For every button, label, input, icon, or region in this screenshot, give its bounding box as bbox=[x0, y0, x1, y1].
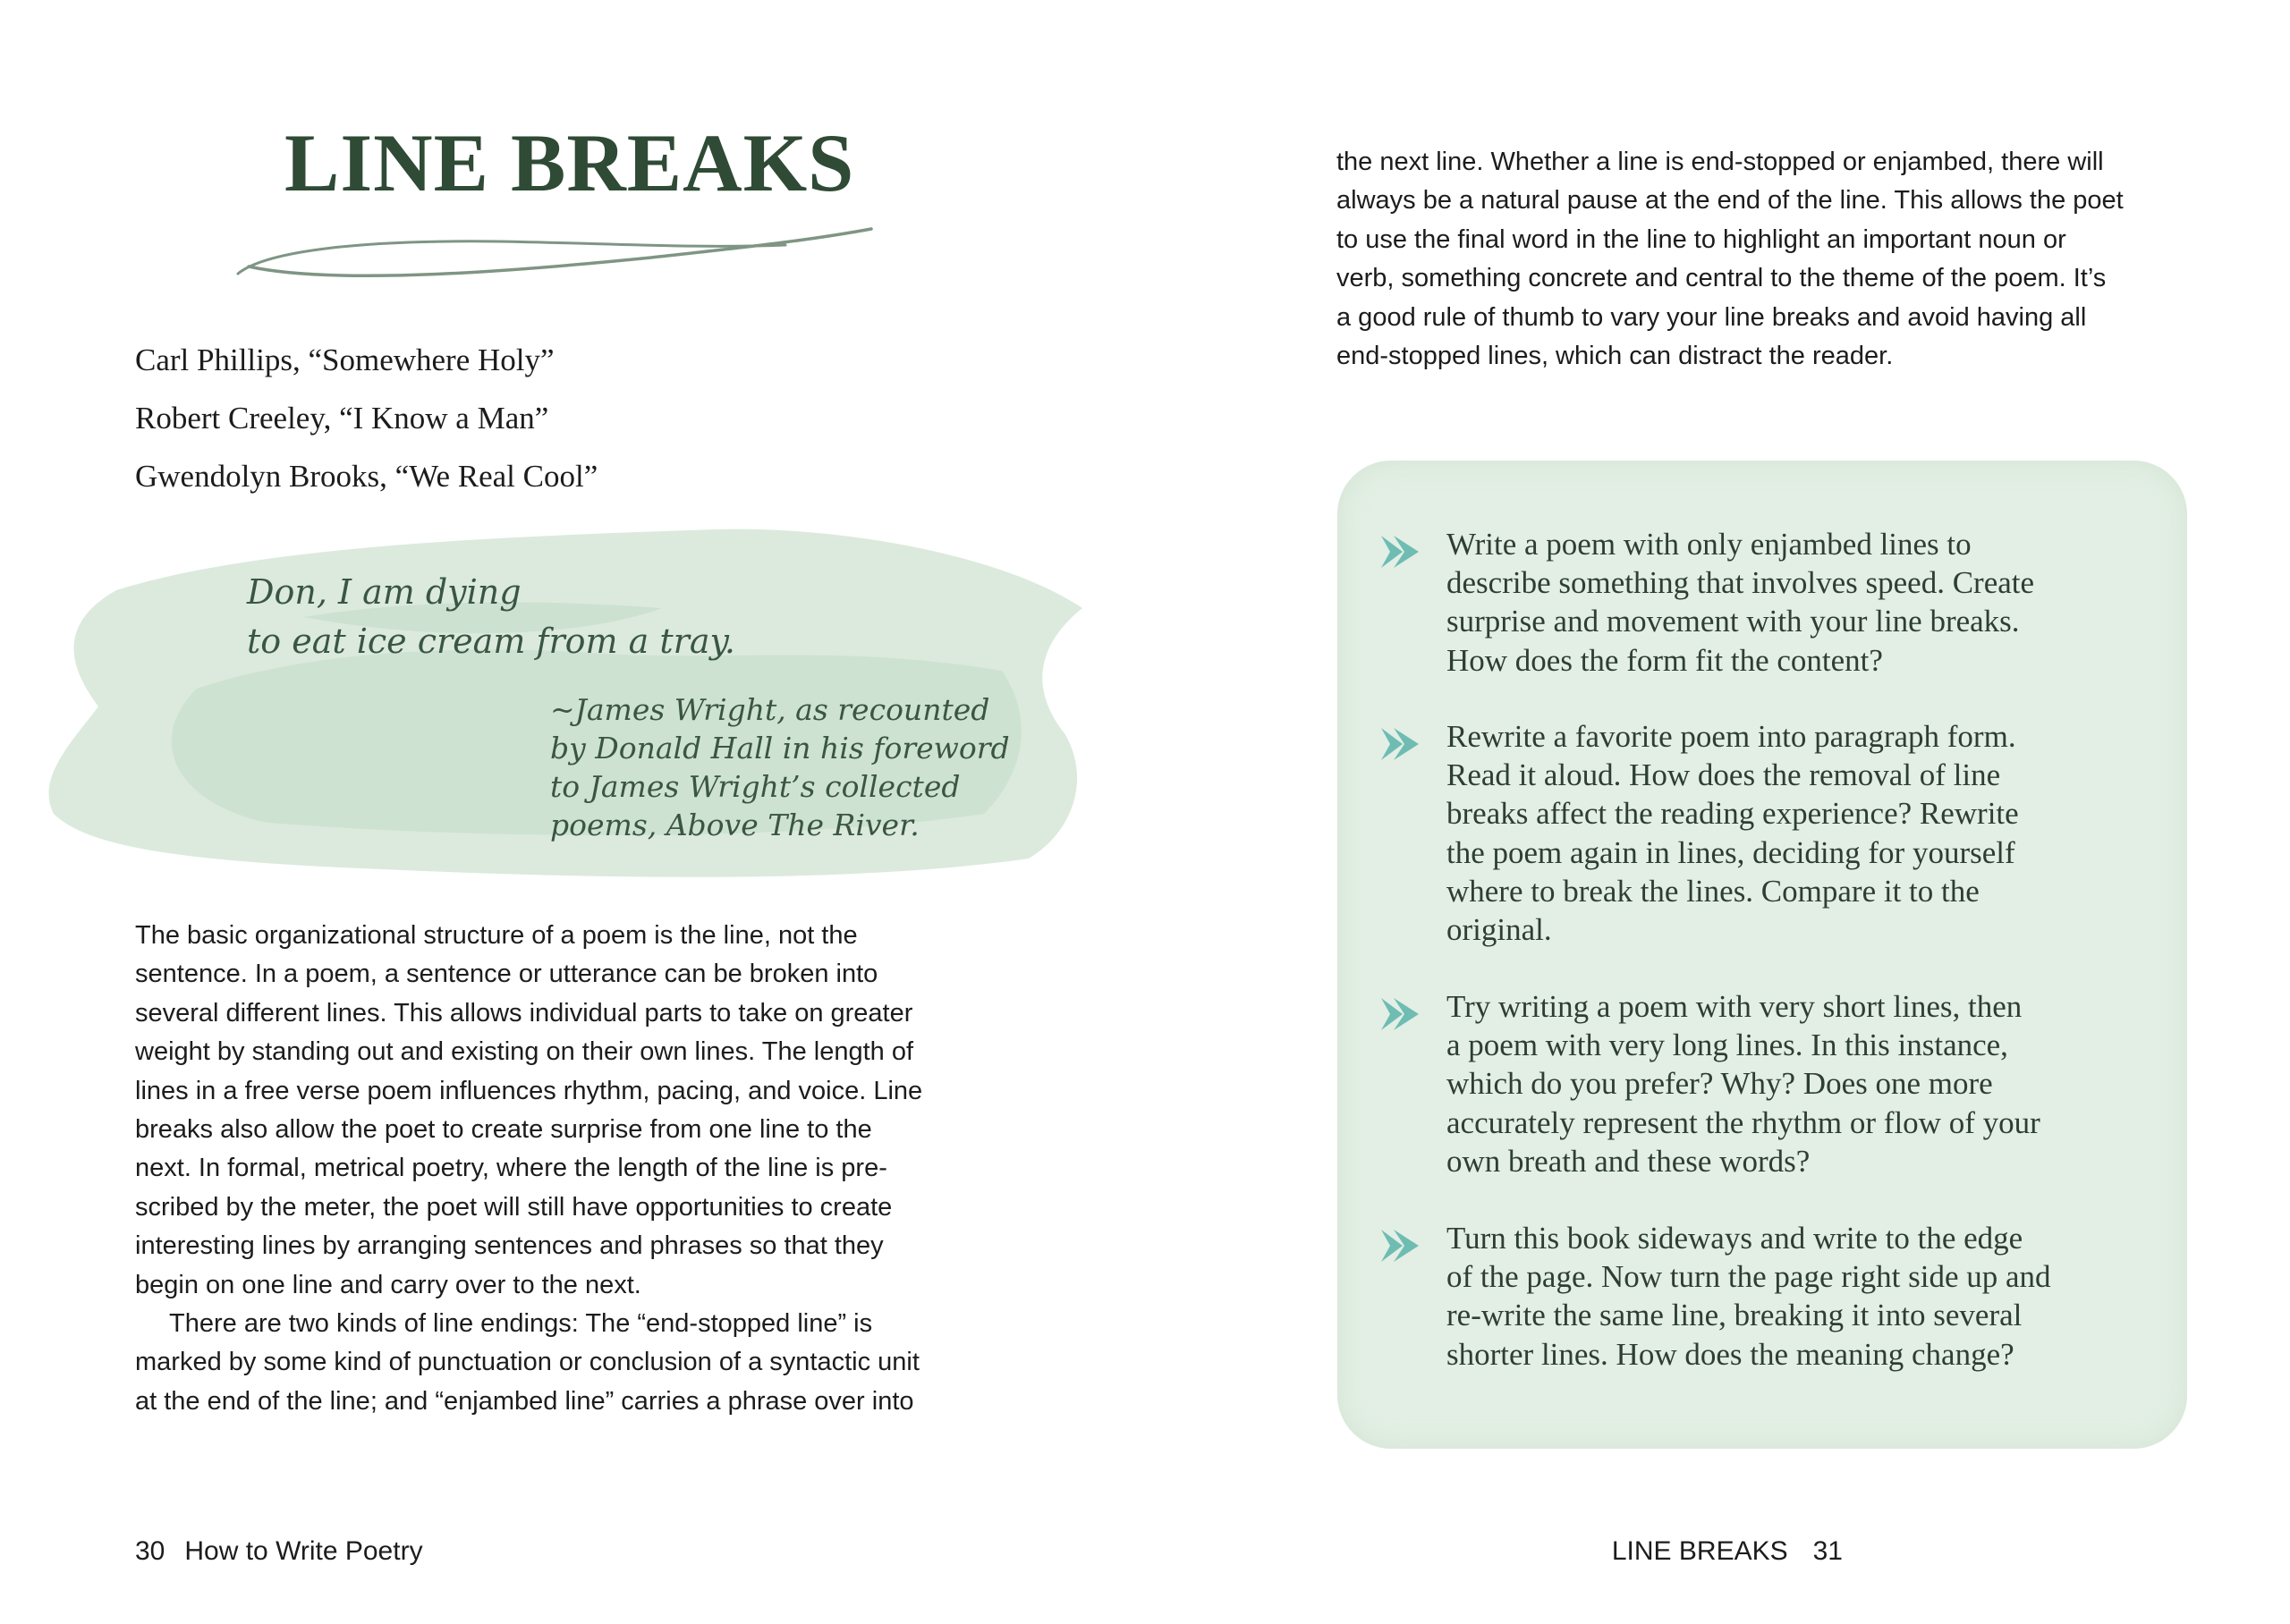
prompt-line: Turn this book sideways and write to the edge bbox=[1446, 1221, 2023, 1256]
attribution-line: poems, Above The River. bbox=[550, 808, 920, 842]
prompt-line: a poem with very long lines. In this instance, bbox=[1446, 1028, 2008, 1063]
prompt-text bbox=[1446, 987, 2162, 1180]
body-line: marked by some kind of punctuation or conclusion of a syntactic unit bbox=[135, 1348, 920, 1377]
quote-line: Don, I am dying bbox=[247, 572, 522, 612]
body-line: weight by standing out and existing on their own lines. The length of bbox=[135, 1037, 914, 1067]
body-line: begin on one line and carry over to the next. bbox=[135, 1270, 641, 1299]
page-footer bbox=[135, 1536, 423, 1567]
prompt-line: which do you prefer? Why? Does one more bbox=[1446, 1066, 1993, 1102]
prompt-text bbox=[1446, 717, 2162, 949]
prompt-text bbox=[1446, 525, 2162, 680]
body-line: the next line. Whether a line is end-stopped or enjambed, there will bbox=[1336, 148, 2104, 176]
attribution-line: to James Wright’s collected bbox=[550, 769, 961, 804]
prompt-line: the poem again in lines, deciding for yourself bbox=[1446, 834, 2015, 870]
prompt-line: breaks affect the reading experience? Rewrite bbox=[1446, 796, 2019, 832]
reading-item: Gwendolyn Brooks, “We Real Cool” bbox=[135, 459, 598, 494]
prompt-box bbox=[1337, 461, 2187, 1449]
body-line: always be a natural pause at the end of the line. This allows the poet bbox=[1336, 186, 2124, 216]
page-footer-right bbox=[805, 1536, 1843, 1567]
prompt-line: Write a poem with only enjambed lines to bbox=[1446, 527, 1972, 562]
quote-line: to eat ice cream from a tray. bbox=[247, 622, 735, 661]
title-swash-ornament bbox=[231, 215, 875, 286]
body-line: There are two kinds of line endings: The “end-stopped line” is bbox=[169, 1309, 873, 1339]
page-number: 30 bbox=[135, 1536, 165, 1566]
body-line: breaks also allow the poet to create surprise from one line to the bbox=[135, 1115, 872, 1145]
running-head: LINE BREAKS bbox=[1611, 1536, 1788, 1566]
page-number: 31 bbox=[1812, 1536, 1843, 1566]
body-text bbox=[135, 917, 994, 1421]
prompt-line: own breath and these words? bbox=[1446, 1143, 1811, 1179]
page-title: LINE BREAKS bbox=[284, 117, 855, 208]
prompt-line: Rewrite a favorite poem into paragraph form. bbox=[1446, 719, 2016, 754]
body-line: a good rule of thumb to vary your line breaks and avoid having all bbox=[1336, 302, 2087, 332]
body-line: several different lines. This allows individual parts to take on greater bbox=[135, 998, 913, 1028]
reading-item: Carl Phillips, “Somewhere Holy” bbox=[135, 343, 555, 377]
right-page bbox=[1145, 0, 2290, 1624]
prompt-line: re-write the same line, breaking it into several bbox=[1446, 1298, 2023, 1333]
prompt-line: of the page. Now turn the page right side up and bbox=[1446, 1259, 2051, 1295]
body-line: scribed by the meter, the poet will still have opportunities to create bbox=[135, 1192, 893, 1222]
body-line: The basic organizational structure of a poem is the line, not the bbox=[135, 921, 858, 950]
prompt-line: shorter lines. How does the meaning change? bbox=[1446, 1336, 2014, 1372]
prompt-line: original. bbox=[1446, 912, 1552, 948]
prompt-line: surprise and movement with your line breaks. bbox=[1446, 604, 2020, 639]
prompt-text bbox=[1446, 1219, 2162, 1374]
prompt-line: describe something that involves speed. Create bbox=[1446, 565, 2035, 601]
body-line: sentence. In a poem, a sentence or utterance can be broken into bbox=[135, 960, 878, 989]
prompt-line: where to break the lines. Compare it to the bbox=[1446, 873, 1980, 909]
prompt-line: accurately represent the rhythm or flow of your bbox=[1446, 1104, 2040, 1140]
body-line: next. In formal, metrical poetry, where the length of the line is pre- bbox=[135, 1154, 887, 1183]
prompt-line: Read it aloud. How does the removal of line bbox=[1446, 757, 2001, 793]
body-line: lines in a free verse poem influences rhythm, pacing, and voice. Line bbox=[135, 1076, 923, 1105]
chevron-right-icon bbox=[1378, 532, 1422, 571]
reading-item: Robert Creeley, “I Know a Man” bbox=[135, 401, 549, 436]
body-text bbox=[1336, 143, 2195, 376]
body-line: verb, something concrete and central to the theme of the poem. It’s bbox=[1336, 264, 2107, 293]
reading-list bbox=[135, 331, 598, 505]
body-line: at the end of the line; and “enjambed line” carries a phrase over into bbox=[135, 1386, 914, 1416]
prompt-line: Try writing a poem with very short lines, then bbox=[1446, 989, 2023, 1024]
prompt-line: How does the form fit the content? bbox=[1446, 642, 1883, 678]
body-line: to use the final word in the line to highlight an important noun or bbox=[1336, 224, 2066, 254]
chevron-right-icon bbox=[1378, 724, 1422, 764]
attribution-line: ~James Wright, as recounted bbox=[550, 692, 990, 727]
body-line: interesting lines by arranging sentences and phrases so that they bbox=[135, 1231, 884, 1261]
chevron-right-icon bbox=[1378, 1226, 1422, 1265]
attribution-line: by Donald Hall in his foreword bbox=[550, 731, 1010, 765]
body-line: end-stopped lines, which can distract the reader. bbox=[1336, 342, 1894, 371]
running-head: How to Write Poetry bbox=[184, 1536, 423, 1566]
quote-attribution bbox=[550, 690, 1010, 844]
chevron-right-icon bbox=[1378, 994, 1422, 1034]
